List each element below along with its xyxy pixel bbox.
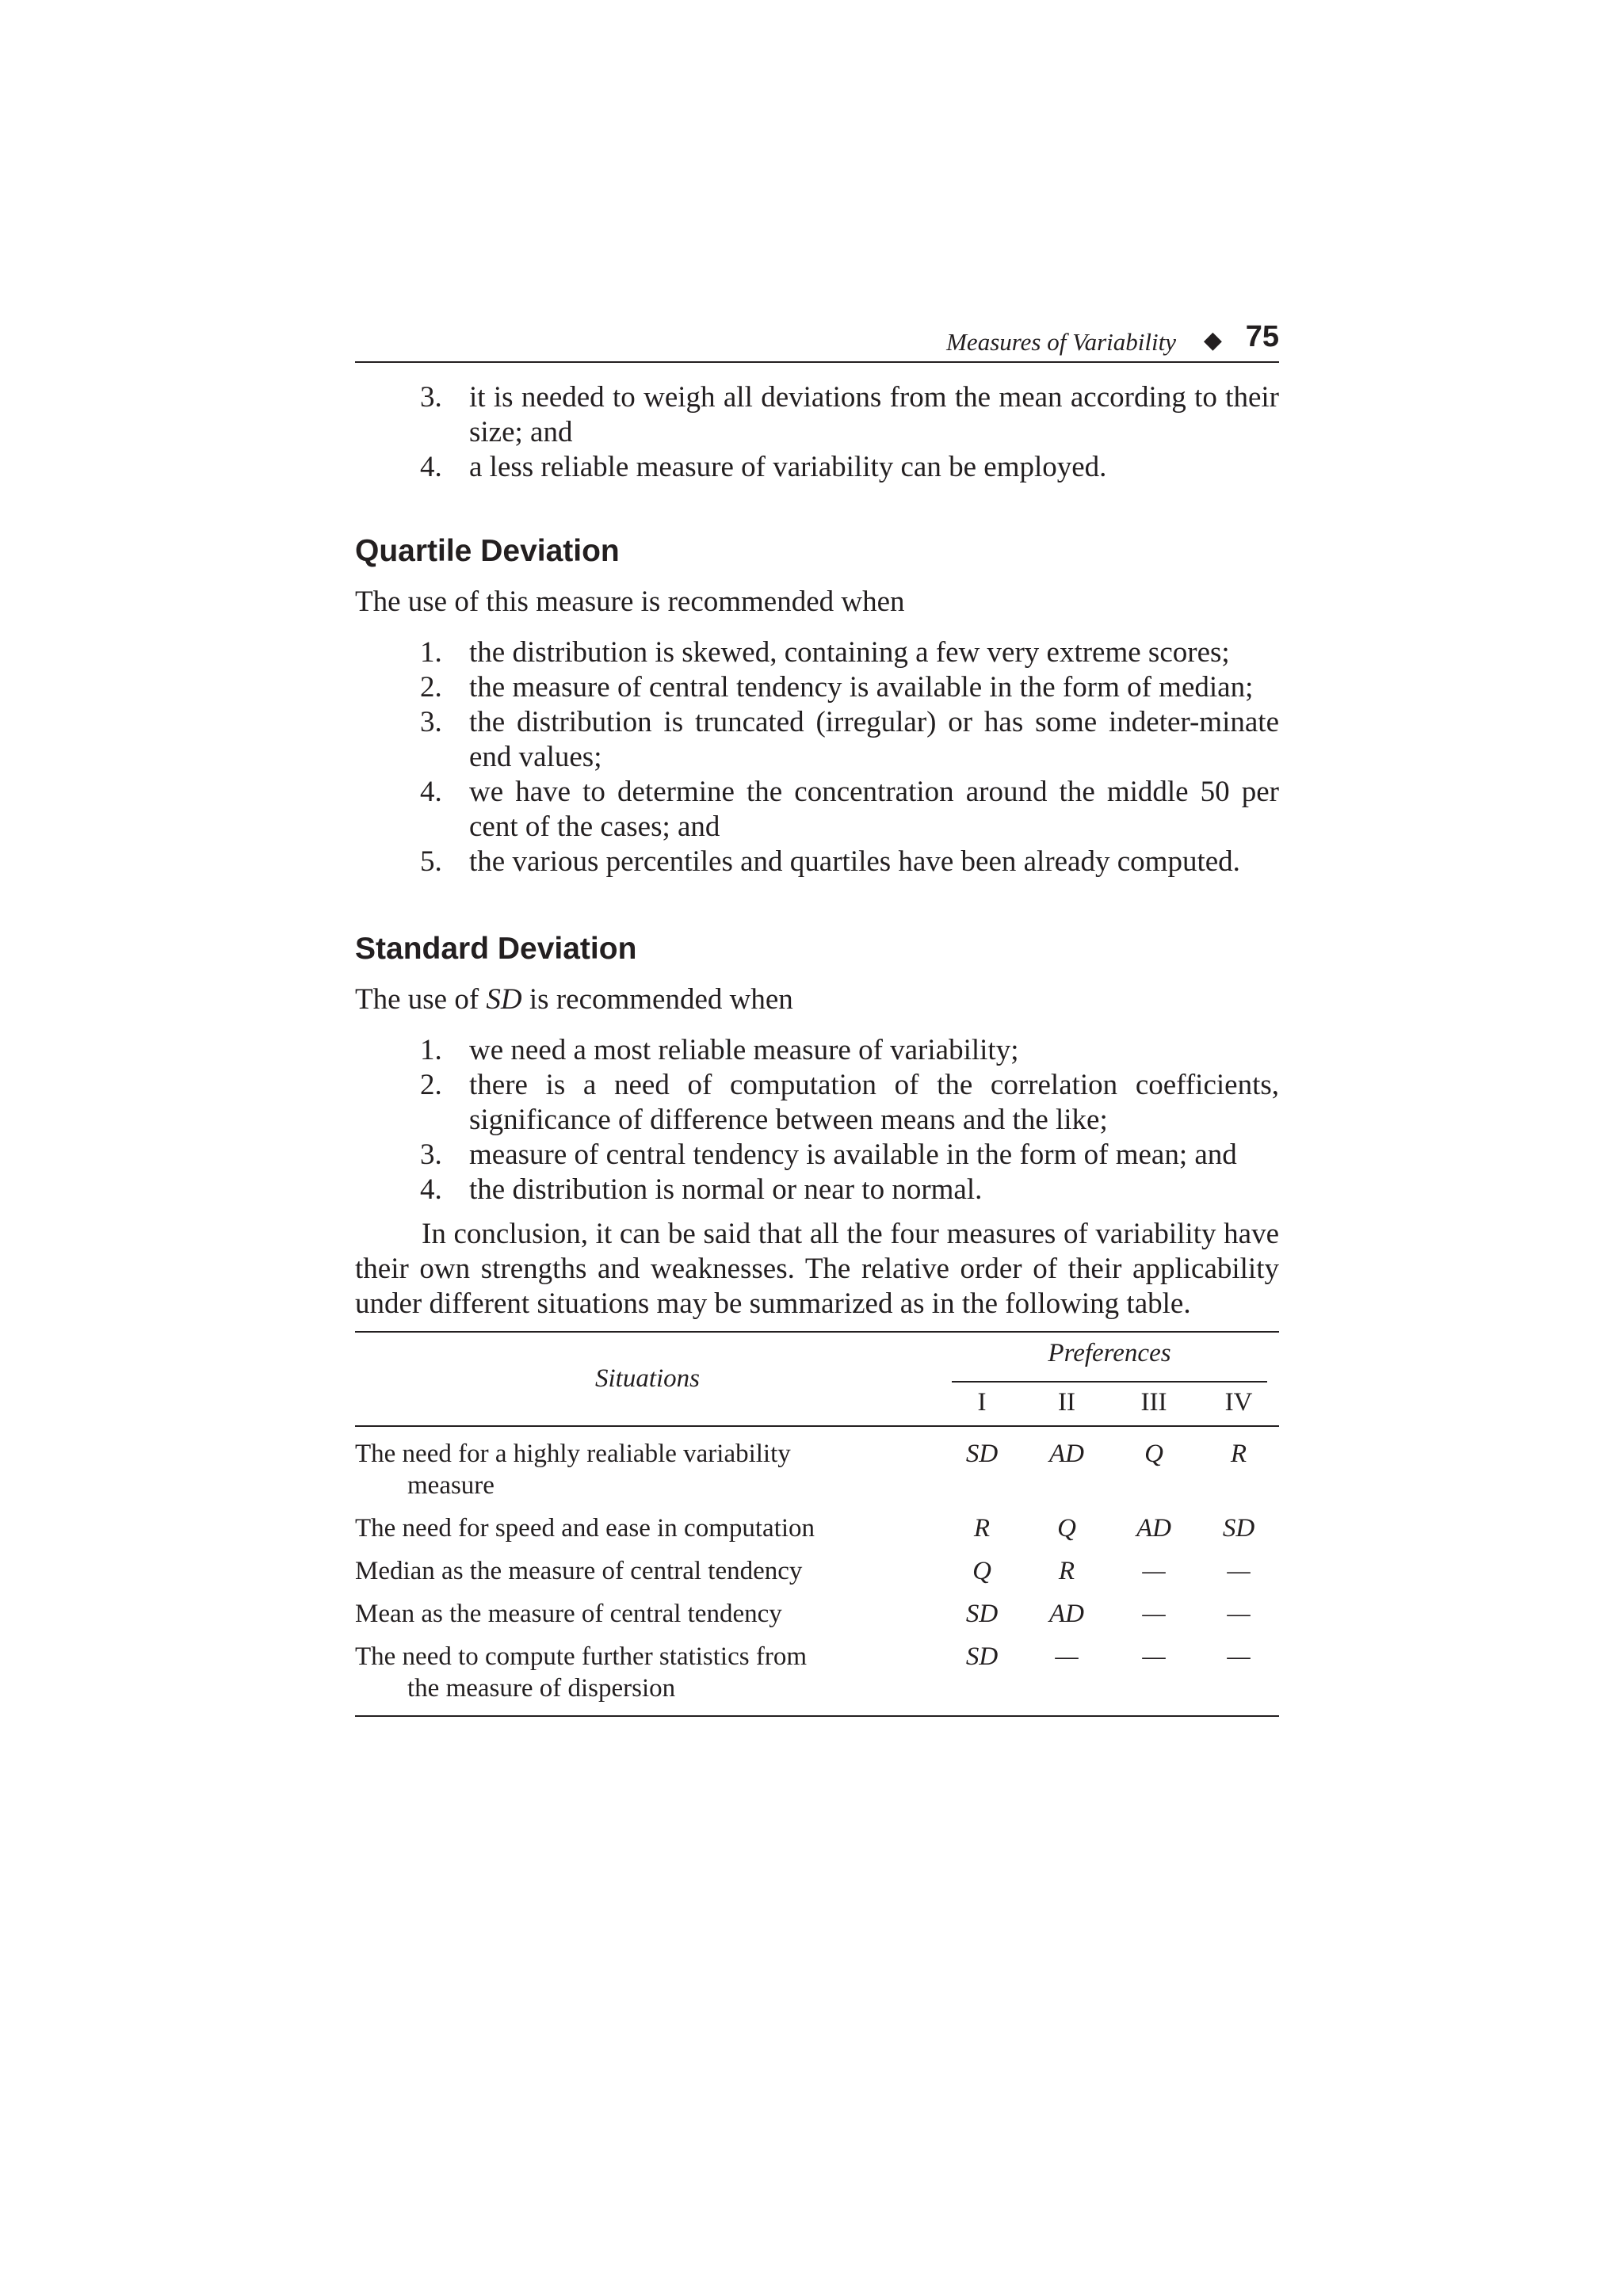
value-cell: Q [1144, 1440, 1163, 1468]
list-number: 1. [420, 636, 442, 669]
list-text: we have to determine the concentration around the middle 50 per cent of the cases; and [469, 776, 1279, 843]
value-cell: Q [972, 1557, 991, 1585]
value-cell: — [1142, 1600, 1166, 1628]
situation-text: The need for speed and ease in computation [355, 1514, 815, 1543]
list-number: 3. [420, 381, 442, 414]
situation-cell [355, 1512, 940, 1555]
value-cell: — [1055, 1642, 1079, 1671]
list-text: we need a most reliable measure of variability; [469, 1034, 1019, 1066]
standard-deviation-heading: Standard Deviation [355, 932, 637, 966]
column-header: III [1140, 1388, 1167, 1417]
standard-lead [355, 982, 1279, 1017]
list-item [420, 1068, 1279, 1138]
list-number: 3. [420, 706, 442, 738]
list-text: the distribution is truncated (irregular) or has some indeter-minate end values; [469, 706, 1279, 773]
list-number: 1. [420, 1034, 442, 1066]
lead-after: is recommended when [521, 983, 793, 1016]
conclusion-paragraph: In conclusion, it can be said that all the four measures of variability have their own strengths and weaknesses. The relative order of their applicability under different situations may be summarized as in the following table. [355, 1218, 1279, 1320]
list-number: 2. [420, 671, 442, 704]
list-text: the various percentiles and quartiles have been already computed. [469, 845, 1240, 878]
list-number: 3. [420, 1138, 442, 1171]
column-header: II [1058, 1388, 1075, 1417]
table-row [355, 1512, 1279, 1555]
situations-header: Situations [594, 1364, 701, 1393]
list-number: 4. [420, 776, 442, 808]
diamond-icon: ◆ [1203, 326, 1222, 354]
value-cell: SD [965, 1600, 999, 1628]
value-cell: AD [1136, 1514, 1171, 1543]
list-item [420, 705, 1279, 775]
preferences-table [355, 1331, 1279, 1717]
column-header: IV [1224, 1388, 1253, 1417]
situation-continuation: measure [407, 1471, 495, 1500]
table-row [355, 1555, 1279, 1598]
value-cell: — [1227, 1642, 1251, 1671]
list-item [420, 635, 1279, 670]
list-text: the measure of central tendency is available in the form of median; [469, 671, 1254, 704]
lead-before: The use of [355, 983, 487, 1016]
value-cell: Q [1057, 1514, 1076, 1543]
list-item [420, 1138, 1279, 1173]
preferences-label: Preferences [1048, 1339, 1171, 1367]
situation-text: Mean as the measure of central tendency [355, 1600, 782, 1628]
list-item [420, 775, 1279, 845]
list-number: 4. [420, 451, 442, 483]
running-title: Measures of Variability [946, 328, 1176, 356]
list-text: the distribution is skewed, containing a few very extreme scores; [469, 636, 1230, 669]
list-number: 2. [420, 1069, 442, 1101]
situation-continuation: the measure of dispersion [407, 1674, 676, 1703]
list-text: there is a need of computation of the correlation coefficients, significance of difference between means and the like; [469, 1069, 1279, 1136]
value-cell: — [1227, 1557, 1251, 1585]
value-cell: SD [1222, 1514, 1255, 1543]
list-text: a less reliable measure of variability can be employed. [469, 451, 1107, 483]
value-cell: AD [1049, 1440, 1084, 1468]
intro-list [355, 380, 1279, 485]
situation-cell [355, 1555, 940, 1598]
value-cell: — [1142, 1642, 1166, 1671]
table-row [355, 1641, 1279, 1716]
table-row [355, 1426, 1279, 1512]
situation-cell [355, 1641, 940, 1716]
preferences-header [940, 1332, 1279, 1383]
list-item [420, 380, 1279, 450]
quartile-lead: The use of this measure is recommended when [355, 585, 905, 618]
situation-text: The need for a highly realiable variability [355, 1440, 791, 1468]
list-item [420, 450, 1279, 485]
list-text: measure of central tendency is available in the form of mean; and [469, 1138, 1237, 1171]
list-item [420, 670, 1279, 705]
standard-list [355, 1033, 1279, 1207]
column-header: I [977, 1388, 987, 1417]
book-page [355, 320, 1279, 1717]
list-text: it is needed to weigh all deviations from the mean according to their size; and [469, 381, 1279, 448]
value-cell: R [1058, 1557, 1075, 1585]
list-item [420, 1033, 1279, 1068]
list-item [420, 845, 1279, 879]
value-cell: SD [965, 1642, 999, 1671]
value-cell: — [1227, 1600, 1251, 1628]
quartile-deviation-heading: Quartile Deviation [355, 534, 620, 568]
page-number: 75 [1245, 320, 1279, 353]
list-number: 5. [420, 845, 442, 878]
value-cell: R [973, 1514, 991, 1543]
situation-text: Median as the measure of central tendency [355, 1557, 803, 1585]
value-cell: — [1142, 1557, 1166, 1585]
preferences-rule [952, 1373, 1267, 1383]
situation-cell [355, 1426, 940, 1512]
value-cell: AD [1049, 1600, 1084, 1628]
situation-cell [355, 1598, 940, 1641]
list-item [420, 1173, 1279, 1207]
table-row [355, 1598, 1279, 1641]
list-number: 4. [420, 1173, 442, 1206]
value-cell: SD [965, 1440, 999, 1468]
value-cell: R [1230, 1440, 1247, 1468]
quartile-list [355, 635, 1279, 879]
sd-abbreviation: SD [486, 983, 522, 1016]
situation-text: The need to compute further statistics from [355, 1642, 807, 1671]
list-text: the distribution is normal or near to normal. [469, 1173, 983, 1206]
running-header [355, 320, 1279, 363]
